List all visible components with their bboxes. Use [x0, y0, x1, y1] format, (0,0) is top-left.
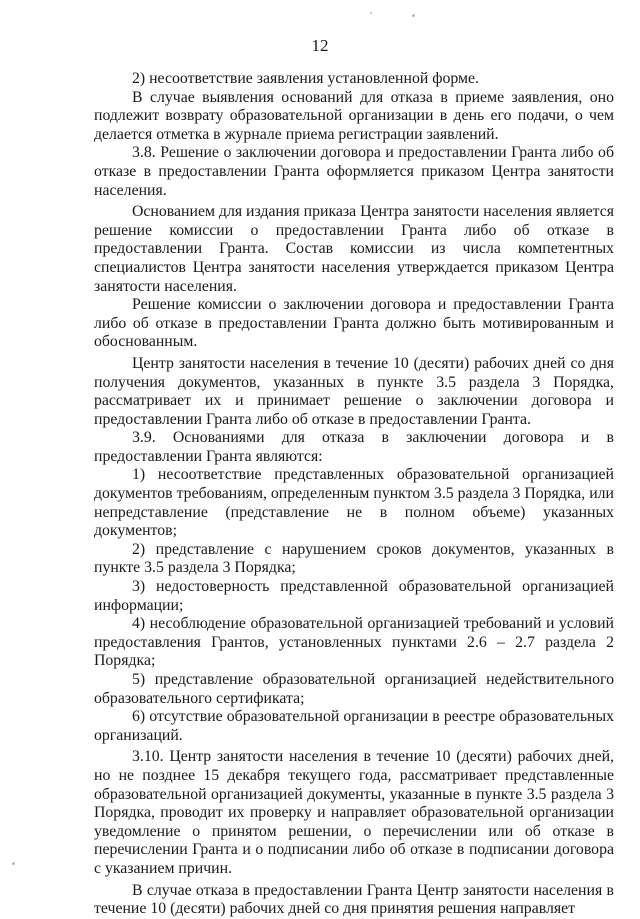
paragraph: Решение комиссии о заключении договора и предоставлении Гранта либо об отказе в предоставлении Гранта должно быть мотивированным и обоснованным.: [94, 296, 614, 351]
scan-speck: [412, 14, 415, 17]
paragraph: В случае отказа в предоставлении Гранта Центр занятости населения в течение 10 (десяти) рабочих дней со дня принятия решения направляет: [94, 881, 614, 918]
paragraph: 3.10. Центр занятости населения в течение 10 (десяти) рабочих дней, но не позднее 15 декабря текущего года, рассматривает представленные образовательной организацией документы, указанные в пункте 3.5 раздела 3 Порядка, проводит их проверку и направляет образовательной организации уведомление о принятом решении, о перечислении или об отказе в перечислении Гранта и о подписании либо об отказе в подписании договора с указанием причин.: [94, 748, 614, 877]
scan-speck: [370, 12, 372, 14]
paragraph: Центр занятости населения в течение 10 (десяти) рабочих дней со дня получения документов, указанных в пункте 3.5 раздела 3 Порядка, рассматривает их и принимает решение о заключении договора и предоставлении Гранта либо об отказе в предоставлении Гранта.: [94, 354, 614, 428]
paragraph: Основанием для издания приказа Центра занятости населения является решение комиссии о предоставлении Гранта либо об отказе в предоставлении Гранта. Состав комиссии из числа компетентных специалистов Центра занятости населения утверждается приказом Центра занятости населения.: [94, 203, 614, 295]
list-item: 3) недостоверность представленной образовательной организацией информации;: [94, 578, 614, 614]
list-item: 4) несоблюдение образовательной организацией требований и условий предоставления Грантов, установленных пунктами 2.6 – 2.7 раздела 2 Порядка;: [94, 615, 614, 670]
scan-speck: [12, 862, 15, 865]
document-body: [94, 70, 614, 919]
list-item: 2) представление с нарушением сроков документов, указанных в пункте 3.5 раздела 3 Порядка;: [94, 540, 614, 577]
list-item: 1) несоответствие представленных образовательной организацией документов требованиям, определенным пунктом 3.5 раздела 3 Порядка, или непредставление (представление не в полном объеме) указанных документов;: [94, 466, 614, 540]
list-item: 5) представление образовательной организацией недействительного образовательного сертификата;: [94, 671, 614, 707]
paragraph: 3.8. Решение о заключении договора и предоставлении Гранта либо об отказе в предоставлении Гранта оформляется приказом Центра занятости населения.: [94, 144, 614, 199]
paragraph: В случае выявления оснований для отказа в приеме заявления, оно подлежит возврату образовательной организации в день его подачи, о чем делается отметка в журнале приема регистрации заявлений.: [94, 88, 614, 143]
paragraph: 2) несоответствие заявления установленной форме.: [132, 70, 479, 87]
list-item: 6) отсутствие образовательной организации в реестре образовательных организаций.: [94, 708, 614, 744]
paragraph: 3.9. Основаниями для отказа в заключении договора и в предоставлении Гранта являются:: [94, 429, 614, 465]
page-number: 12: [311, 36, 329, 55]
